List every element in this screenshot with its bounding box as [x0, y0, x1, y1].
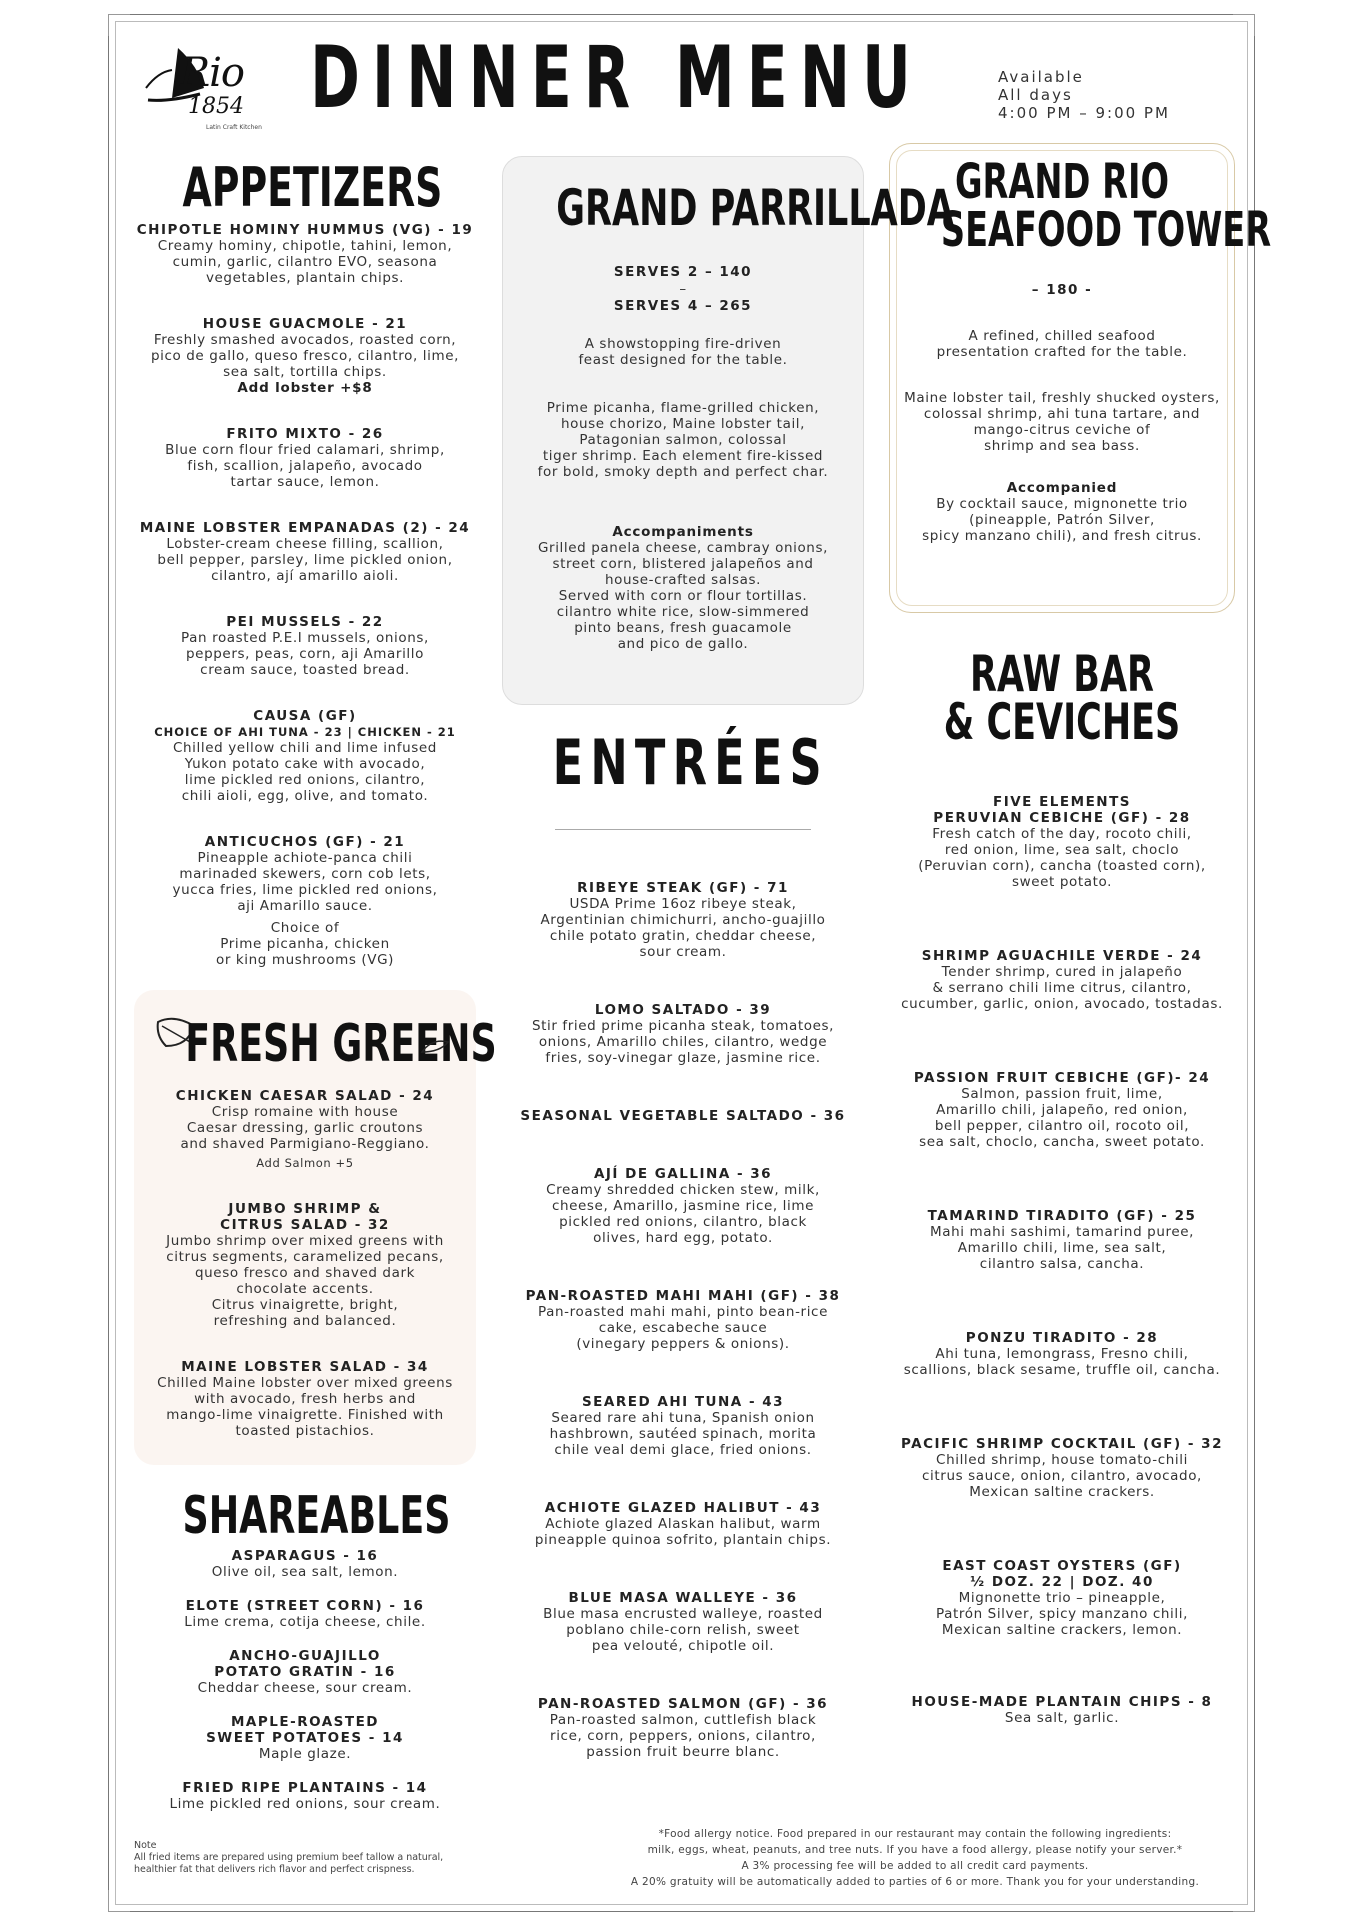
- note-title: Note: [134, 1840, 157, 1851]
- parrillada-desc: tiger shrimp. Each element fire-kissed: [542, 448, 824, 464]
- menu-item: [502, 1108, 864, 1124]
- shareables-heading: SHAREABLES: [182, 1486, 451, 1546]
- menu-item: [130, 708, 480, 804]
- item-desc: (vinegary peppers & onions).: [576, 1336, 790, 1352]
- menu-item: [130, 222, 480, 286]
- item-name: MAPLE-ROASTED: [230, 1714, 380, 1730]
- item-desc: Mignonette trio – pineapple,: [958, 1590, 1166, 1606]
- item-name: POTATO GRATIN - 16: [214, 1664, 396, 1680]
- item-name: CAUSA (GF): [253, 708, 357, 724]
- entrees-list: [502, 880, 864, 1760]
- item-desc: poblano chile-corn relish, sweet: [566, 1622, 800, 1638]
- entrees-divider: [555, 829, 811, 830]
- item-desc: mango-lime vinaigrette. Finished with: [166, 1407, 444, 1423]
- item-desc: Stir fried prime picanha steak, tomatoes,: [531, 1018, 835, 1034]
- tower-desc: shrimp and sea bass.: [984, 438, 1140, 454]
- item-desc: Pan-roasted salmon, cuttlefish black: [549, 1712, 817, 1728]
- item-desc: Creamy shredded chicken stew, milk,: [546, 1182, 820, 1198]
- logo-year: 1854: [188, 94, 244, 119]
- item-desc: Tender shrimp, cured in jalapeño: [941, 964, 1183, 980]
- item-desc: cucumber, garlic, onion, avocado, tostadas.: [901, 996, 1223, 1012]
- item-desc: Chilled Maine lobster over mixed greens: [157, 1375, 453, 1391]
- item-name: HOUSE-MADE PLANTAIN CHIPS - 8: [911, 1694, 1213, 1710]
- item-addon: Add Salmon +5: [256, 1156, 354, 1170]
- item-desc: and shaved Parmigiano-Reggiano.: [180, 1136, 430, 1152]
- footer-allergy: [600, 1826, 1230, 1890]
- item-desc: olives, hard egg, potato.: [593, 1230, 773, 1246]
- item-desc: scallions, black sesame, truffle oil, cancha.: [903, 1362, 1221, 1378]
- item-desc: Mexican saltine crackers.: [969, 1484, 1155, 1500]
- item-name: PERUVIAN CEBICHE (GF) - 28: [933, 810, 1191, 826]
- parrillada-acc: cilantro white rice, slow-simmered: [556, 604, 810, 620]
- item-name: BLUE MASA WALLEYE - 36: [568, 1590, 798, 1606]
- item-name: HOUSE GUACMOLE - 21: [202, 316, 408, 332]
- item-name: FIVE ELEMENTS: [992, 794, 1132, 810]
- item-desc: Citrus vinaigrette, bright,: [211, 1297, 399, 1313]
- parrillada-heading: GRAND PARRILLADA: [556, 179, 954, 237]
- item-desc: Ahi tuna, lemongrass, Fresno chili,: [935, 1346, 1189, 1362]
- item-desc: cumin, garlic, cilantro EVO, seasona: [172, 254, 438, 270]
- footer-note: [134, 1840, 514, 1876]
- greens-heading: FRESH GREENS: [185, 1014, 497, 1074]
- item-desc: cheese, Amarillo, jasmine rice, lime: [551, 1198, 815, 1214]
- item-name: PASSION FRUIT CEBICHE (GF)- 24: [913, 1070, 1211, 1086]
- item-desc: Lime pickled red onions, sour cream.: [169, 1796, 441, 1812]
- tower-heading-2: SEAFOOD TOWER: [940, 202, 1272, 258]
- item-desc: refreshing and balanced.: [213, 1313, 397, 1329]
- item-desc: citrus segments, caramelized pecans,: [166, 1249, 444, 1265]
- item-name: EAST COAST OYSTERS (GF): [942, 1558, 1182, 1574]
- item-desc: aji Amarillo sauce.: [237, 898, 373, 914]
- note-line: healthier fat that delivers rich flavor and perfect crispness.: [134, 1864, 415, 1875]
- item-desc: Chilled yellow chili and lime infused: [173, 740, 437, 756]
- item-name: SEASONAL VEGETABLE SALTADO - 36: [520, 1108, 846, 1124]
- menu-item: [130, 1648, 480, 1696]
- item-desc: citrus sauce, onion, cilantro, avocado,: [922, 1468, 1202, 1484]
- menu-item: [130, 834, 480, 968]
- item-desc: Fresh catch of the day, rocoto chili,: [932, 826, 1192, 842]
- page-title: DINNER MENU: [310, 28, 923, 128]
- item-name: PAN-ROASTED SALMON (GF) - 36: [537, 1696, 829, 1712]
- item-addon: Add lobster +$8: [237, 380, 373, 396]
- item-name: JUMBO SHRIMP &: [228, 1201, 382, 1217]
- item-desc: Yukon potato cake with avocado,: [184, 756, 426, 772]
- item-desc: Freshly smashed avocados, roasted corn,: [153, 332, 457, 348]
- menu-item: [889, 1558, 1235, 1638]
- parrillada-acc: house-crafted salsas.: [604, 572, 762, 588]
- item-choice: or king mushrooms (VG): [215, 952, 395, 968]
- item-name: CHIPOTLE HOMINY HUMMUS (VG) - 19: [136, 222, 474, 238]
- item-desc: fish, scallion, jalapeño, avocado: [187, 458, 423, 474]
- tower-acc: (pineapple, Patrón Silver,: [969, 512, 1155, 528]
- item-desc: Cheddar cheese, sour cream.: [197, 1680, 413, 1696]
- item-choice: Prime picanha, chicken: [220, 936, 390, 952]
- menu-item: [502, 1166, 864, 1246]
- note-line: All fried items are prepared using premium beef tallow a natural,: [134, 1852, 444, 1863]
- item-desc: Argentinian chimichurri, ancho-guajillo: [540, 912, 826, 928]
- shareables-section: [130, 1488, 480, 1544]
- fee-line: A 3% processing fee will be added to all credit card payments.: [741, 1860, 1089, 1872]
- greens-list: [134, 1088, 476, 1439]
- item-desc: lime pickled red onions, cilantro,: [184, 772, 426, 788]
- parrillada-desc: for bold, smoky depth and perfect char.: [537, 464, 829, 480]
- menu-item: [502, 1002, 864, 1066]
- parrillada-desc: house chorizo, Maine lobster tail,: [560, 416, 806, 432]
- item-desc: yucca fries, lime pickled red onions,: [172, 882, 438, 898]
- item-subname: CHOICE OF AHI TUNA - 23 | CHICKEN - 21: [154, 725, 456, 739]
- item-name: ACHIOTE GLAZED HALIBUT - 43: [544, 1500, 822, 1516]
- item-name: ASPARAGUS - 16: [231, 1548, 379, 1564]
- item-name: SEARED AHI TUNA - 43: [581, 1394, 785, 1410]
- allergy-line: milk, eggs, wheat, peanuts, and tree nuts. If you have a food allergy, please notify your server.*: [647, 1844, 1183, 1856]
- item-desc: Amarillo chili, jalapeño, red onion,: [936, 1102, 1188, 1118]
- menu-item: [130, 1714, 480, 1762]
- menu-item: [889, 1070, 1235, 1150]
- rawbar-heading-1: RAW BAR: [970, 645, 1154, 703]
- item-desc: chocolate accents.: [236, 1281, 374, 1297]
- item-desc: Blue masa encrusted walleye, roasted: [543, 1606, 823, 1622]
- menu-item: [130, 614, 480, 678]
- item-desc: Blue corn flour fried calamari, shrimp,: [165, 442, 445, 458]
- item-name: LOMO SALTADO - 39: [594, 1002, 772, 1018]
- menu-item: [502, 1500, 864, 1548]
- item-name: SWEET POTATOES - 14: [206, 1730, 404, 1746]
- entrees-heading: ENTRÉES: [552, 726, 829, 799]
- item-desc: Lobster-cream cheese filling, scallion,: [166, 536, 444, 552]
- parrillada-acc: pinto beans, fresh guacamole: [574, 620, 792, 636]
- menu-item: [130, 1548, 480, 1580]
- item-desc: & serrano chili lime citrus, cilantro,: [932, 980, 1192, 996]
- menu-item: [889, 1694, 1235, 1726]
- item-desc: USDA Prime 16oz ribeye steak,: [569, 896, 797, 912]
- item-desc: toasted pistachios.: [235, 1423, 375, 1439]
- item-name: FRITO MIXTO - 26: [226, 426, 384, 442]
- item-desc: Sea salt, garlic.: [1004, 1710, 1120, 1726]
- tower-acc-title: Accompanied: [1006, 480, 1118, 496]
- appetizers-list: [130, 222, 480, 968]
- item-desc: chili aioli, egg, olive, and tomato.: [181, 788, 429, 804]
- item-desc: bell pepper, parsley, lime pickled onion,: [157, 552, 453, 568]
- menu-item: [889, 1330, 1235, 1378]
- item-choice: Choice of: [270, 920, 340, 936]
- item-name: PEI MUSSELS - 22: [226, 614, 384, 630]
- serves-4: SERVES 4 – 265: [613, 298, 753, 314]
- item-desc: rice, corn, peppers, onions, cilantro,: [550, 1728, 816, 1744]
- item-desc: vegetables, plantain chips.: [205, 270, 405, 286]
- item-name: AJÍ DE GALLINA - 36: [593, 1166, 773, 1182]
- item-desc: Seared rare ahi tuna, Spanish onion: [551, 1410, 815, 1426]
- item-name: ½ DOZ. 22 | DOZ. 40: [970, 1574, 1154, 1590]
- menu-item: [502, 1696, 864, 1760]
- parrillada-acc: Served with corn or flour tortillas.: [558, 588, 808, 604]
- item-name: PONZU TIRADITO - 28: [965, 1330, 1159, 1346]
- menu-item: [134, 1201, 476, 1329]
- menu-item: [889, 1436, 1235, 1500]
- item-name: ANCHO-GUAJILLO: [229, 1648, 381, 1664]
- item-desc: Patrón Silver, spicy manzano chili,: [936, 1606, 1188, 1622]
- item-desc: Caesar dressing, garlic croutons: [186, 1120, 424, 1136]
- item-desc: hashbrown, sautéed spinach, morita: [549, 1426, 817, 1442]
- menu-item: [502, 1288, 864, 1352]
- item-desc: tartar sauce, lemon.: [230, 474, 380, 490]
- menu-item: [130, 426, 480, 490]
- shareables-list: [130, 1548, 480, 1812]
- tower-intro: A refined, chilled seafood: [968, 328, 1156, 344]
- item-desc: Crisp romaine with house: [211, 1104, 399, 1120]
- item-desc: cream sauce, toasted bread.: [200, 662, 410, 678]
- item-desc: pineapple quinoa sofrito, plantain chips.: [534, 1532, 832, 1548]
- item-desc: marinaded skewers, corn cob lets,: [179, 866, 431, 882]
- serves-2: SERVES 2 – 140: [613, 264, 753, 280]
- item-name: ANTICUCHOS (GF) - 21: [204, 834, 406, 850]
- tower-section: [889, 154, 1272, 544]
- item-name: MAINE LOBSTER EMPANADAS (2) - 24: [139, 520, 471, 536]
- item-name: MAINE LOBSTER SALAD - 34: [181, 1359, 429, 1375]
- item-desc: sea salt, choclo, cancha, sweet potato.: [919, 1134, 1205, 1150]
- item-name: CITRUS SALAD - 32: [220, 1217, 390, 1233]
- menu-item: [502, 880, 864, 960]
- item-desc: (Peruvian corn), cancha (toasted corn),: [918, 858, 1206, 874]
- item-desc: peppers, peas, corn, aji Amarillo: [186, 646, 424, 662]
- item-name: CHICKEN CAESAR SALAD - 24: [175, 1088, 435, 1104]
- item-desc: Salmon, passion fruit, lime,: [961, 1086, 1163, 1102]
- item-desc: Lime crema, cotija cheese, chile.: [184, 1614, 426, 1630]
- tower-intro: presentation crafted for the table.: [936, 344, 1188, 360]
- availability-line: 4:00 PM – 9:00 PM: [998, 104, 1170, 122]
- leaf-sprig-icon: [420, 1038, 450, 1054]
- item-desc: cake, escabeche sauce: [598, 1320, 768, 1336]
- rawbar-section: [889, 645, 1235, 751]
- tower-acc: spicy manzano chili), and fresh citrus.: [922, 528, 1202, 544]
- menu-item: [130, 1598, 480, 1630]
- item-desc: Creamy hominy, chipotle, tahini, lemon,: [157, 238, 453, 254]
- item-desc: Maple glaze.: [258, 1746, 352, 1762]
- item-desc: pico de gallo, queso fresco, cilantro, lime,: [150, 348, 460, 364]
- menu-item: [502, 1394, 864, 1458]
- item-name: ELOTE (STREET CORN) - 16: [185, 1598, 425, 1614]
- page-title-block: [310, 28, 990, 128]
- gratuity-line: A 20% gratuity will be automatically added to parties of 6 or more. Thank you for your understanding.: [630, 1876, 1200, 1888]
- rawbar-list: [889, 794, 1235, 1726]
- item-desc: Pineapple achiote-panca chili: [197, 850, 413, 866]
- item-desc: cilantro, ají amarillo aioli.: [211, 568, 399, 584]
- item-desc: Chilled shrimp, house tomato-chili: [936, 1452, 1188, 1468]
- menu-item: [502, 1590, 864, 1654]
- item-desc: sea salt, tortilla chips.: [223, 364, 387, 380]
- item-name: PACIFIC SHRIMP COCKTAIL (GF) - 32: [901, 1436, 1223, 1452]
- item-desc: onions, Amarillo chiles, cilantro, wedge: [538, 1034, 828, 1050]
- menu-item: [889, 1208, 1235, 1272]
- item-desc: sour cream.: [639, 944, 727, 960]
- item-name: PAN-ROASTED MAHI MAHI (GF) - 38: [525, 1288, 841, 1304]
- item-desc: Achiote glazed Alaskan halibut, warm: [545, 1516, 821, 1532]
- parrillada-desc: Prime picanha, flame-grilled chicken,: [546, 400, 820, 416]
- serves-divider: –: [679, 281, 687, 297]
- menu-item: [130, 1780, 480, 1812]
- appetizers-section: [130, 156, 480, 219]
- menu-item: [130, 520, 480, 584]
- menu-item: [134, 1359, 476, 1439]
- tower-acc: By cocktail sauce, mignonette trio: [936, 496, 1188, 512]
- tower-desc: mango-citrus ceviche of: [973, 422, 1151, 438]
- item-desc: red onion, lime, sea salt, choclo: [944, 842, 1180, 858]
- item-desc: Mexican saltine crackers, lemon.: [941, 1622, 1183, 1638]
- item-desc: Mahi mahi sashimi, tamarind puree,: [929, 1224, 1195, 1240]
- parrillada-section: [502, 179, 954, 652]
- item-desc: pea velouté, chipotle oil.: [591, 1638, 775, 1654]
- item-desc: pickled red onions, cilantro, black: [559, 1214, 807, 1230]
- logo-tagline: Latin Craft Kitchen: [206, 124, 262, 131]
- tower-desc: colossal shrimp, ahi tuna tartare, and: [923, 406, 1201, 422]
- allergy-line: *Food allergy notice. Food prepared in our restaurant may contain the following ingredients:: [658, 1828, 1172, 1840]
- item-desc: sweet potato.: [1011, 874, 1113, 890]
- availability-line: Available: [998, 68, 1084, 86]
- parrillada-acc: street corn, blistered jalapeños and: [552, 556, 814, 572]
- item-desc: chile veal demi glace, fried onions.: [554, 1442, 812, 1458]
- item-desc: Pan roasted P.E.I mussels, onions,: [181, 630, 429, 646]
- item-name: SHRIMP AGUACHILE VERDE - 24: [921, 948, 1203, 964]
- logo-script: Rio: [180, 50, 244, 96]
- appetizers-heading: APPETIZERS: [182, 156, 443, 219]
- parrillada-desc: Patagonian salmon, colossal: [579, 432, 787, 448]
- parrillada-acc-title: Accompaniments: [612, 524, 754, 540]
- availability: [998, 68, 1170, 122]
- menu-item: [889, 794, 1235, 890]
- item-desc: fries, soy-vinegar glaze, jasmine rice.: [545, 1050, 821, 1066]
- item-desc: Jumbo shrimp over mixed greens with: [166, 1233, 444, 1249]
- rawbar-heading-2: & CEVICHES: [943, 693, 1181, 751]
- item-desc: bell pepper, cilantro oil, rocoto oil,: [934, 1118, 1190, 1134]
- availability-line: All days: [998, 86, 1073, 104]
- item-desc: queso fresco and shaved dark: [194, 1265, 416, 1281]
- menu-item: [134, 1088, 476, 1171]
- item-desc: Olive oil, sea salt, lemon.: [211, 1564, 399, 1580]
- tower-heading-1: GRAND RIO: [954, 154, 1170, 210]
- greens-section: [134, 1014, 497, 1074]
- tower-desc: Maine lobster tail, freshly shucked oysters,: [904, 390, 1220, 406]
- tower-price: – 180 -: [1031, 282, 1093, 298]
- menu-item: [889, 948, 1235, 1012]
- item-desc: with avocado, fresh herbs and: [194, 1391, 416, 1407]
- parrillada-intro: A showstopping fire-driven: [584, 336, 782, 352]
- item-desc: chile potato gratin, cheddar cheese,: [549, 928, 817, 944]
- parrillada-acc: and pico de gallo.: [617, 636, 749, 652]
- item-name: RIBEYE STEAK (GF) - 71: [577, 880, 789, 896]
- parrillada-acc: Grilled panela cheese, cambray onions,: [538, 540, 828, 556]
- item-name: TAMARIND TIRADITO (GF) - 25: [927, 1208, 1197, 1224]
- logo: [138, 34, 298, 134]
- item-desc: Pan-roasted mahi mahi, pinto bean-rice: [538, 1304, 828, 1320]
- item-name: FRIED RIPE PLANTAINS - 14: [182, 1780, 428, 1796]
- item-desc: cilantro salsa, cancha.: [979, 1256, 1145, 1272]
- entrees-section: [502, 728, 864, 798]
- item-desc: passion fruit beurre blanc.: [586, 1744, 780, 1760]
- parrillada-intro: feast designed for the table.: [578, 352, 788, 368]
- menu-item: [130, 316, 480, 396]
- item-desc: Amarillo chili, lime, sea salt,: [957, 1240, 1167, 1256]
